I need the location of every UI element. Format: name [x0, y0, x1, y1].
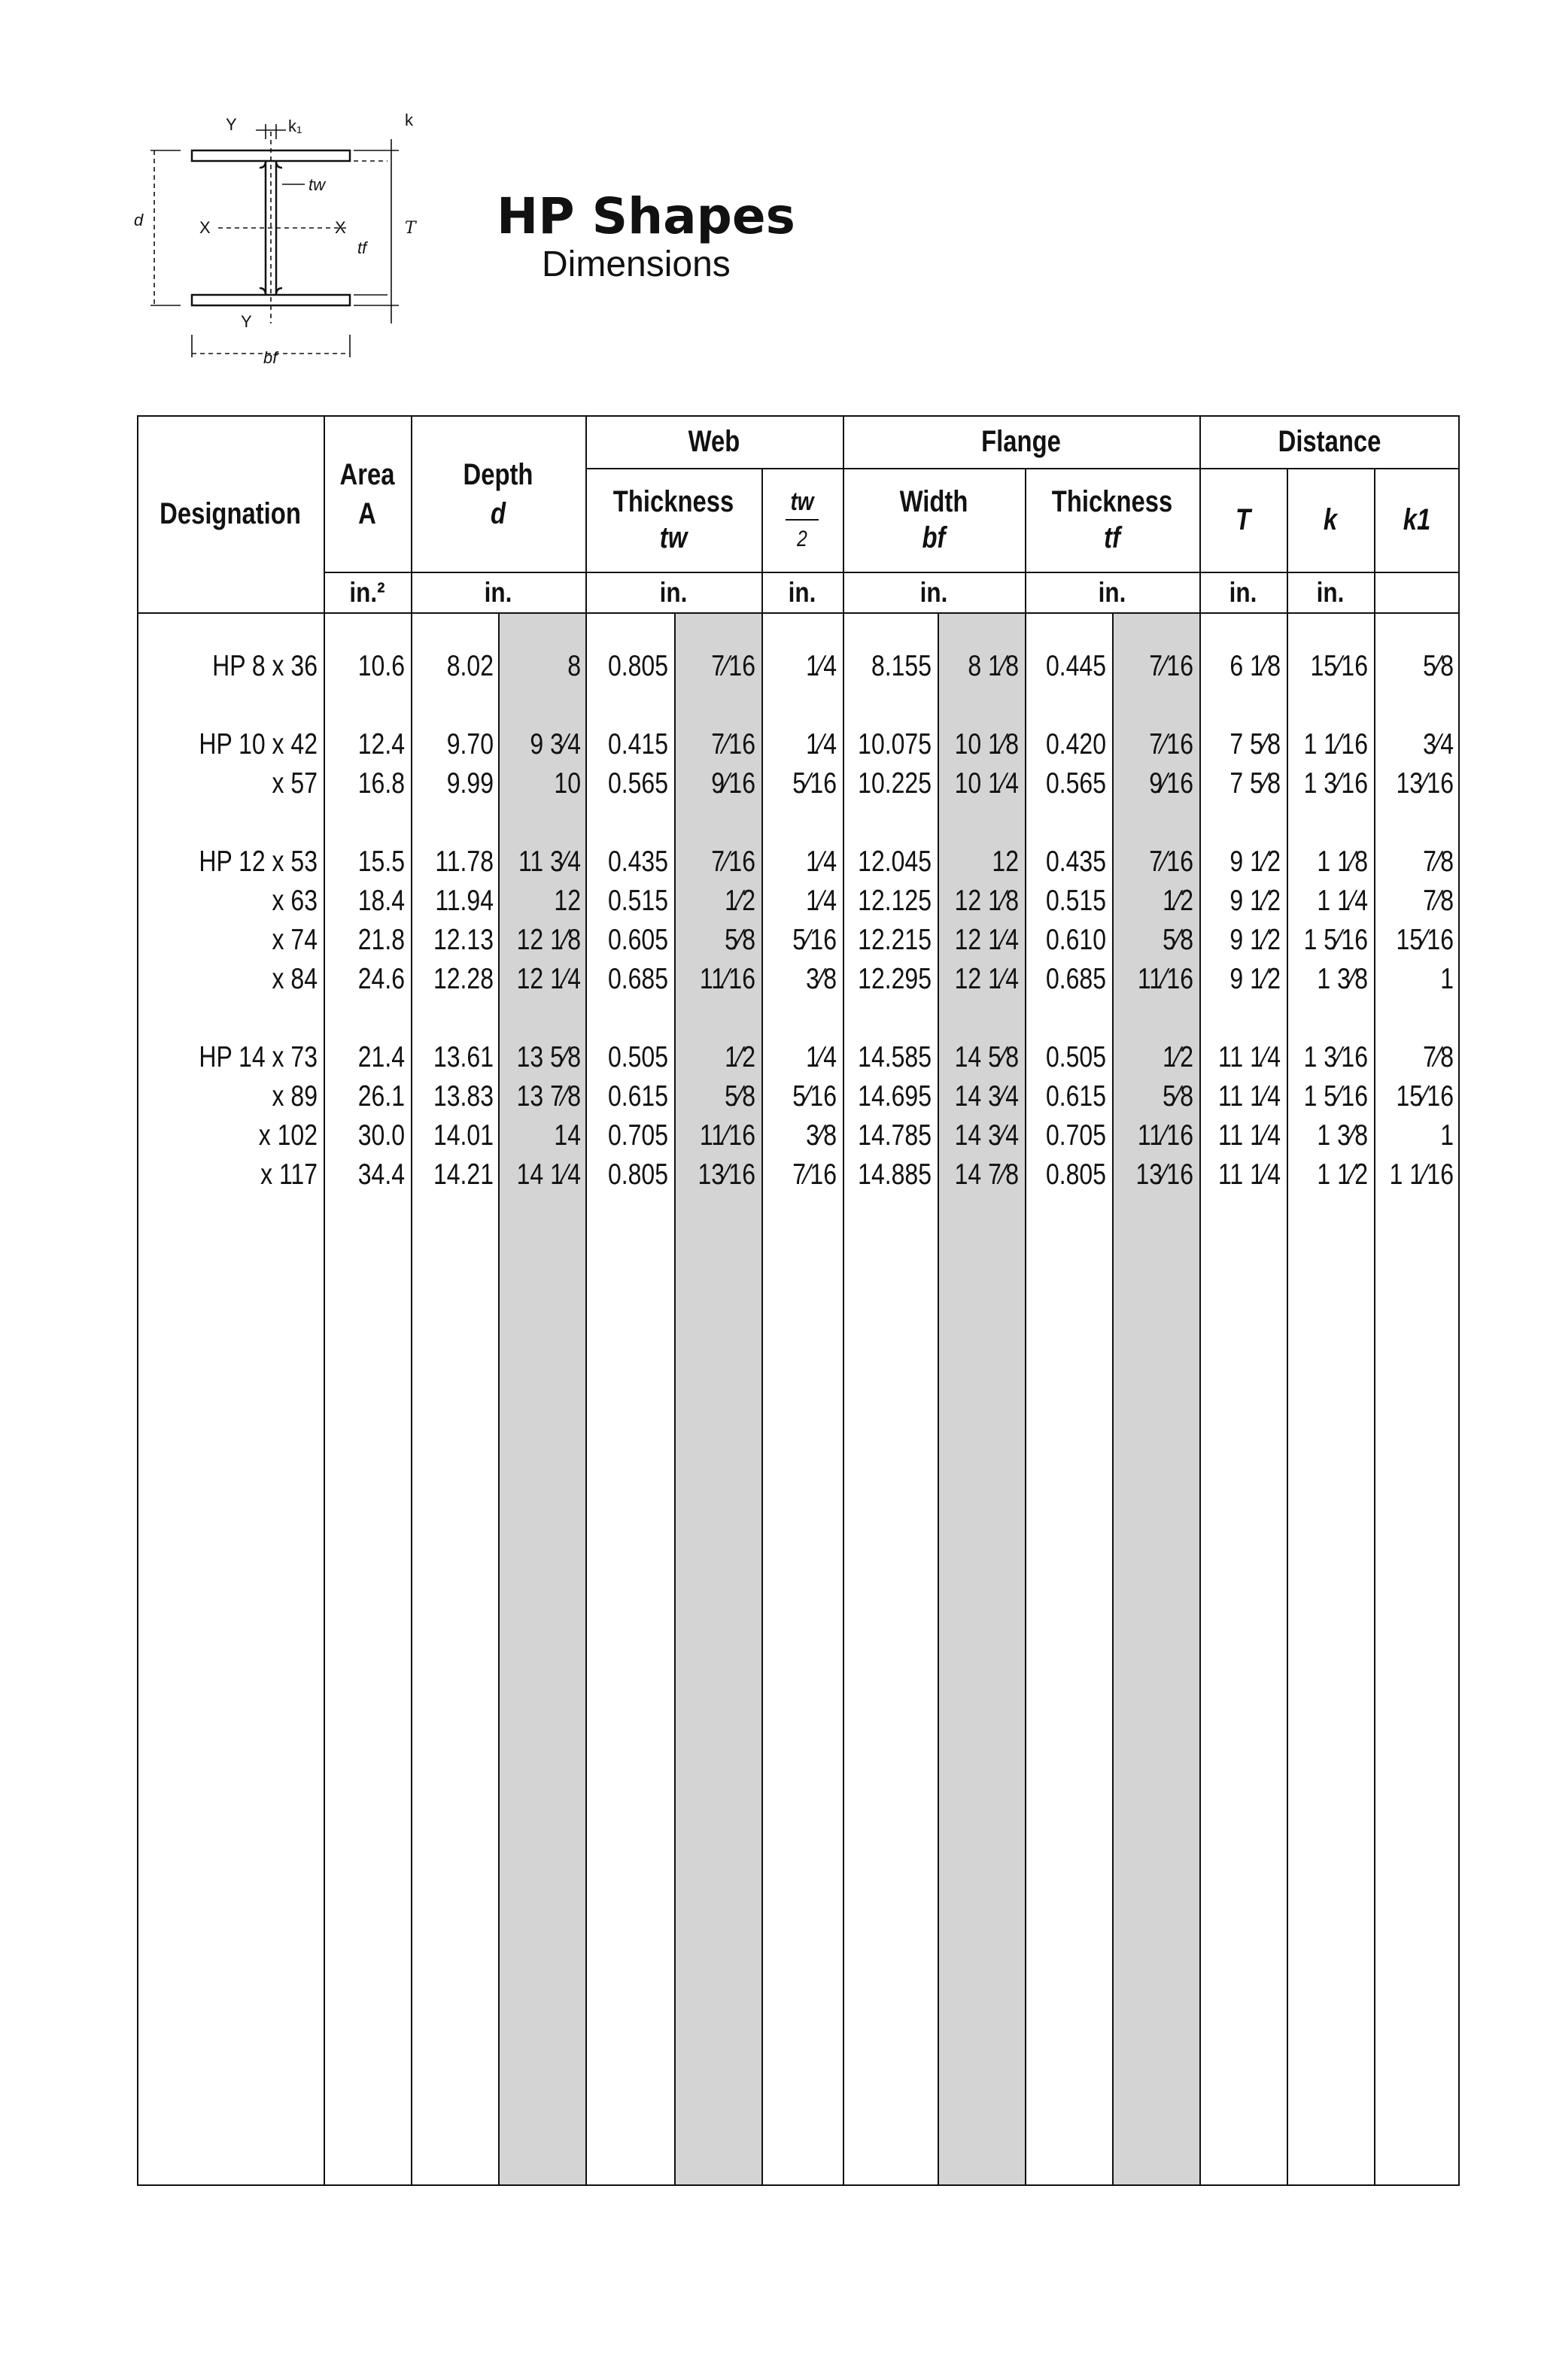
header-k1-text: k1: [1403, 503, 1431, 536]
header-area-sym: A: [358, 497, 376, 530]
cell-flange-thk-dec: 0.705: [1045, 1119, 1106, 1152]
cell-area: 21.8: [357, 924, 405, 956]
table-border-top: [137, 415, 1460, 417]
cell-T: 9 1⁄2: [1229, 924, 1281, 956]
unit-depth: in.: [484, 577, 512, 608]
unit-k: in.: [1316, 577, 1345, 608]
cell-flange-width-frac: 10 1⁄8: [954, 728, 1019, 760]
header-flange-thickness: Thickness: [1051, 485, 1173, 518]
cell-depth-dec: 12.28: [433, 963, 494, 995]
hp-section-diagram: [128, 109, 444, 369]
unit-flange-thickness: in.: [1098, 577, 1126, 608]
cell-k1: 1: [1440, 963, 1454, 995]
cell-k1: 1: [1440, 1119, 1454, 1152]
cell-k1: 7⁄8: [1423, 845, 1454, 878]
cell-web-thk-frac: 11⁄16: [699, 1119, 755, 1152]
cell-k1: 1 1⁄16: [1389, 1158, 1454, 1191]
cell-flange-width-frac: 14 3⁄4: [954, 1119, 1019, 1152]
diagram-label-k: k: [405, 111, 413, 129]
cell-k: 15⁄16: [1310, 650, 1368, 682]
header-tw2-num: [769, 484, 836, 519]
cell-depth-dec: 9.99: [446, 767, 494, 800]
col-line: [761, 468, 763, 2186]
cell-depth-dec: 11.94: [435, 885, 494, 917]
cell-flange-width-dec: 12.045: [858, 845, 932, 878]
cell-flange-thk-frac: 1⁄2: [1163, 1041, 1193, 1073]
cell-tw-half: 5⁄16: [792, 767, 837, 800]
page-title-block: [497, 187, 1023, 286]
table-border-right: [1458, 415, 1460, 2186]
header-T: [1207, 502, 1278, 537]
header-web-thickness-sym-text: tw: [659, 521, 688, 554]
cell-area: 34.4: [357, 1158, 405, 1191]
col-line: [1025, 468, 1026, 2186]
cell-k1: 7⁄8: [1423, 885, 1454, 917]
header-web: Web: [688, 425, 740, 458]
cell-web-thk-dec: 0.515: [607, 885, 668, 917]
cell-T: 9 1⁄2: [1229, 885, 1281, 917]
cell-area: 26.1: [357, 1080, 405, 1113]
cell-flange-width-dec: 12.215: [858, 924, 932, 956]
cell-depth-dec: 9.70: [446, 728, 494, 760]
header-tw2-den-text: 2: [797, 527, 807, 551]
hp-shapes-dimension-table: [137, 415, 1460, 2186]
cell-tw-half: 1⁄4: [806, 845, 837, 878]
cell-web-thk-dec: 0.805: [607, 650, 668, 682]
header-k-text: k: [1323, 503, 1338, 536]
cell-flange-width-dec: 14.695: [858, 1080, 932, 1113]
cell-flange-width-frac: 12 1⁄8: [954, 885, 1019, 917]
header-tw2-num-text: tw: [790, 487, 814, 516]
header-depth-sym: [427, 496, 570, 531]
cell-k: 1 3⁄8: [1317, 1119, 1368, 1152]
cell-web-thk-dec: 0.415: [607, 728, 668, 760]
cell-flange-thk-frac: 11⁄16: [1137, 1119, 1193, 1152]
cell-flange-width-frac: 14 7⁄8: [954, 1158, 1019, 1191]
cell-web-thk-frac: 7⁄16: [711, 845, 755, 878]
header-designation: Designation: [160, 497, 301, 530]
cell-web-thk-dec: 0.435: [607, 845, 668, 878]
diagram-label-tf: tf: [357, 238, 367, 257]
header-flange-thickness-sym: [1041, 521, 1184, 555]
cell-k1: 5⁄8: [1423, 650, 1454, 682]
cell-web-thk-frac: 7⁄16: [711, 728, 755, 760]
table-border-left: [137, 415, 138, 2186]
cell-designation: x 84: [272, 963, 318, 995]
page-subtitle: Dimensions: [542, 244, 731, 284]
unit-web-thickness: in.: [659, 577, 688, 608]
cell-web-thk-frac: 5⁄8: [725, 1080, 755, 1113]
col-line: [1374, 468, 1375, 2186]
cell-flange-thk-dec: 0.445: [1045, 650, 1106, 682]
cell-T: 9 1⁄2: [1229, 963, 1281, 995]
cell-flange-thk-dec: 0.805: [1045, 1158, 1106, 1191]
cell-area: 24.6: [357, 963, 405, 995]
cell-area: 18.4: [357, 885, 405, 917]
cell-web-thk-frac: 5⁄8: [725, 924, 755, 956]
cell-k: 1 1⁄2: [1317, 1158, 1368, 1191]
cell-tw-half: 1⁄4: [806, 650, 837, 682]
cell-depth-dec: 14.01: [433, 1119, 494, 1152]
header-area: Area: [339, 458, 395, 491]
cell-flange-thk-dec: 0.505: [1045, 1041, 1106, 1073]
cell-T: 11 1⁄4: [1218, 1080, 1281, 1113]
cell-flange-width-dec: 12.125: [858, 885, 932, 917]
header-k: [1294, 502, 1366, 537]
diagram-label-y-top: Y: [226, 115, 237, 134]
cell-k: 1 1⁄4: [1317, 885, 1368, 917]
cell-area: 30.0: [357, 1119, 405, 1152]
cell-T: 11 1⁄4: [1218, 1119, 1281, 1152]
diagram-label-bf: bf: [263, 348, 278, 367]
cell-depth-frac: 12 1⁄4: [516, 963, 581, 995]
cell-depth-frac: 10: [554, 767, 581, 800]
cell-depth-dec: 11.78: [435, 845, 494, 878]
cell-depth-frac: 13 7⁄8: [516, 1080, 581, 1113]
cell-web-thk-frac: 13⁄16: [698, 1158, 755, 1191]
cell-flange-thk-dec: 0.610: [1045, 924, 1106, 956]
cell-k1: 15⁄16: [1396, 924, 1454, 956]
cell-depth-frac: 12: [554, 885, 581, 917]
header-tw2-den: [769, 522, 836, 557]
cell-tw-half: 5⁄16: [792, 1080, 837, 1113]
cell-web-thk-frac: 7⁄16: [711, 650, 755, 682]
diagram-label-d: d: [134, 211, 144, 229]
cell-depth-dec: 13.61: [433, 1041, 494, 1073]
cell-k: 1 1⁄16: [1303, 728, 1368, 760]
cell-flange-thk-frac: 9⁄16: [1149, 767, 1193, 800]
cell-flange-width-frac: 12 1⁄4: [954, 924, 1019, 956]
cell-designation: HP 14 x 73: [199, 1041, 318, 1073]
cell-tw-half: 7⁄16: [792, 1158, 837, 1191]
unit-tw2: in.: [788, 577, 816, 608]
cell-depth-frac: 9 3⁄4: [530, 728, 581, 760]
cell-web-thk-dec: 0.565: [607, 767, 668, 800]
cell-flange-width-frac: 14 3⁄4: [954, 1080, 1019, 1113]
header-flange-width: Width: [899, 485, 968, 518]
cell-flange-thk-dec: 0.685: [1045, 963, 1106, 995]
cell-tw-half: 1⁄4: [806, 728, 837, 760]
diagram-label-T: T: [405, 219, 416, 238]
header-depth: Depth: [463, 458, 533, 491]
cell-flange-width-dec: 8.155: [871, 650, 932, 682]
header-depth-sym-text: d: [490, 497, 506, 530]
cell-flange-width-dec: 12.295: [858, 963, 932, 995]
cell-k: 1 1⁄8: [1317, 845, 1368, 878]
cell-designation: x 89: [272, 1080, 318, 1113]
header-k1: [1381, 502, 1451, 537]
header-web-thickness-sym: [601, 521, 746, 555]
cell-flange-thk-frac: 1⁄2: [1163, 885, 1193, 917]
cell-tw-half: 5⁄16: [792, 924, 837, 956]
col-line: [1287, 468, 1288, 2186]
cell-web-thk-dec: 0.615: [607, 1080, 668, 1113]
cell-designation: x 102: [258, 1119, 318, 1152]
diagram-label-x-right: X: [335, 218, 346, 237]
cell-flange-width-dec: 14.785: [858, 1119, 932, 1152]
cell-T: 11 1⁄4: [1218, 1041, 1281, 1073]
cell-web-thk-frac: 1⁄2: [725, 1041, 755, 1073]
cell-designation: x 117: [260, 1158, 318, 1191]
cell-web-thk-dec: 0.705: [607, 1119, 668, 1152]
cell-flange-thk-frac: 5⁄8: [1163, 1080, 1193, 1113]
header-line-units: [324, 572, 1458, 573]
cell-flange-thk-dec: 0.515: [1045, 885, 1106, 917]
cell-T: 9 1⁄2: [1229, 845, 1281, 878]
cell-designation: HP 8 x 36: [212, 650, 318, 682]
header-flange-width-sym-text: bf: [922, 521, 946, 554]
header-tw2-bar: [786, 519, 819, 521]
cell-flange-width-frac: 12 1⁄4: [954, 963, 1019, 995]
cell-flange-thk-dec: 0.420: [1045, 728, 1106, 760]
diagram-label-tw: tw: [309, 175, 325, 194]
cell-k: 1 3⁄16: [1303, 767, 1368, 800]
cell-flange-thk-frac: 13⁄16: [1135, 1158, 1193, 1191]
diagram-label-x-left: X: [199, 218, 211, 237]
cell-flange-width-frac: 8 1⁄8: [968, 650, 1019, 682]
cell-depth-dec: 14.21: [433, 1158, 494, 1191]
cell-web-thk-dec: 0.505: [607, 1041, 668, 1073]
table-border-bottom: [137, 2184, 1460, 2186]
cell-flange-width-frac: 10 1⁄4: [954, 767, 1019, 800]
cell-designation: x 63: [272, 885, 318, 917]
cell-flange-thk-frac: 5⁄8: [1163, 924, 1193, 956]
diagram-label-y-bottom: Y: [241, 312, 252, 331]
cell-T: 7 5⁄8: [1229, 728, 1281, 760]
cell-area: 15.5: [357, 845, 405, 878]
cell-flange-thk-frac: 7⁄16: [1149, 728, 1193, 760]
cell-depth-frac: 11 3⁄4: [518, 845, 581, 878]
cell-designation: HP 12 x 53: [199, 845, 318, 878]
cell-T: 6 1⁄8: [1229, 650, 1281, 682]
cell-designation: HP 10 x 42: [199, 728, 318, 760]
cell-k: 1 5⁄16: [1303, 924, 1368, 956]
cell-flange-width-frac: 14 5⁄8: [954, 1041, 1019, 1073]
cell-flange-thk-frac: 7⁄16: [1149, 845, 1193, 878]
cell-area: 10.6: [357, 650, 405, 682]
cell-web-thk-frac: 9⁄16: [711, 767, 755, 800]
cell-flange-width-dec: 10.225: [858, 767, 932, 800]
cell-designation: x 57: [272, 767, 318, 800]
cell-depth-frac: 12 1⁄8: [516, 924, 581, 956]
header-distance: Distance: [1278, 425, 1381, 458]
cell-flange-thk-dec: 0.615: [1045, 1080, 1106, 1113]
header-flange-width-sym: [859, 521, 1008, 555]
cell-flange-thk-dec: 0.435: [1045, 845, 1106, 878]
cell-tw-half: 1⁄4: [806, 1041, 837, 1073]
cell-tw-half: 3⁄8: [806, 1119, 837, 1152]
cell-k: 1 3⁄8: [1317, 963, 1368, 995]
cell-flange-thk-dec: 0.565: [1045, 767, 1106, 800]
cell-area: 16.8: [357, 767, 405, 800]
cell-designation: x 74: [272, 924, 318, 956]
cell-flange-width-dec: 14.585: [858, 1041, 932, 1073]
cell-web-thk-dec: 0.605: [607, 924, 668, 956]
diagram-label-k1: k₁: [288, 117, 302, 135]
cell-k1: 7⁄8: [1423, 1041, 1454, 1073]
header-flange: Flange: [981, 425, 1061, 458]
cell-k: 1 3⁄16: [1303, 1041, 1368, 1073]
cell-depth-dec: 12.13: [433, 924, 494, 956]
cell-flange-width-dec: 10.075: [858, 728, 932, 760]
cell-tw-half: 3⁄8: [806, 963, 837, 995]
header-flange-thickness-sym-text: tf: [1104, 521, 1120, 554]
unit-flange-width: in.: [919, 577, 948, 608]
unit-area: in.²: [349, 577, 385, 608]
cell-web-thk-dec: 0.805: [607, 1158, 668, 1191]
cell-depth-frac: 14: [554, 1119, 581, 1152]
cell-flange-thk-frac: 7⁄16: [1149, 650, 1193, 682]
page-title: HP Shapes: [497, 187, 795, 245]
cell-depth-dec: 13.83: [433, 1080, 494, 1113]
cell-T: 11 1⁄4: [1218, 1158, 1281, 1191]
cell-flange-thk-frac: 11⁄16: [1137, 963, 1193, 995]
cell-flange-width-frac: 12: [992, 845, 1019, 878]
header-T-text: T: [1235, 503, 1251, 536]
header-line-groups: [585, 468, 1458, 469]
cell-web-thk-frac: 11⁄16: [699, 963, 755, 995]
cell-area: 12.4: [357, 728, 405, 760]
cell-k1: 13⁄16: [1396, 767, 1454, 800]
cell-tw-half: 1⁄4: [806, 885, 837, 917]
header-line-bottom: [137, 612, 1460, 614]
cell-depth-frac: 14 1⁄4: [516, 1158, 581, 1191]
cell-web-thk-frac: 1⁄2: [725, 885, 755, 917]
cell-web-thk-dec: 0.685: [607, 963, 668, 995]
cell-T: 7 5⁄8: [1229, 767, 1281, 800]
cell-area: 21.4: [357, 1041, 405, 1073]
cell-depth-frac: 8: [567, 650, 581, 682]
cell-k: 1 5⁄16: [1303, 1080, 1368, 1113]
cell-k1: 3⁄4: [1423, 728, 1454, 760]
unit-T: in.: [1229, 577, 1257, 608]
cell-depth-dec: 8.02: [446, 650, 494, 682]
cell-depth-frac: 13 5⁄8: [516, 1041, 581, 1073]
cell-flange-width-dec: 14.885: [858, 1158, 932, 1191]
cell-k1: 15⁄16: [1396, 1080, 1454, 1113]
header-web-thickness: Thickness: [612, 485, 734, 518]
